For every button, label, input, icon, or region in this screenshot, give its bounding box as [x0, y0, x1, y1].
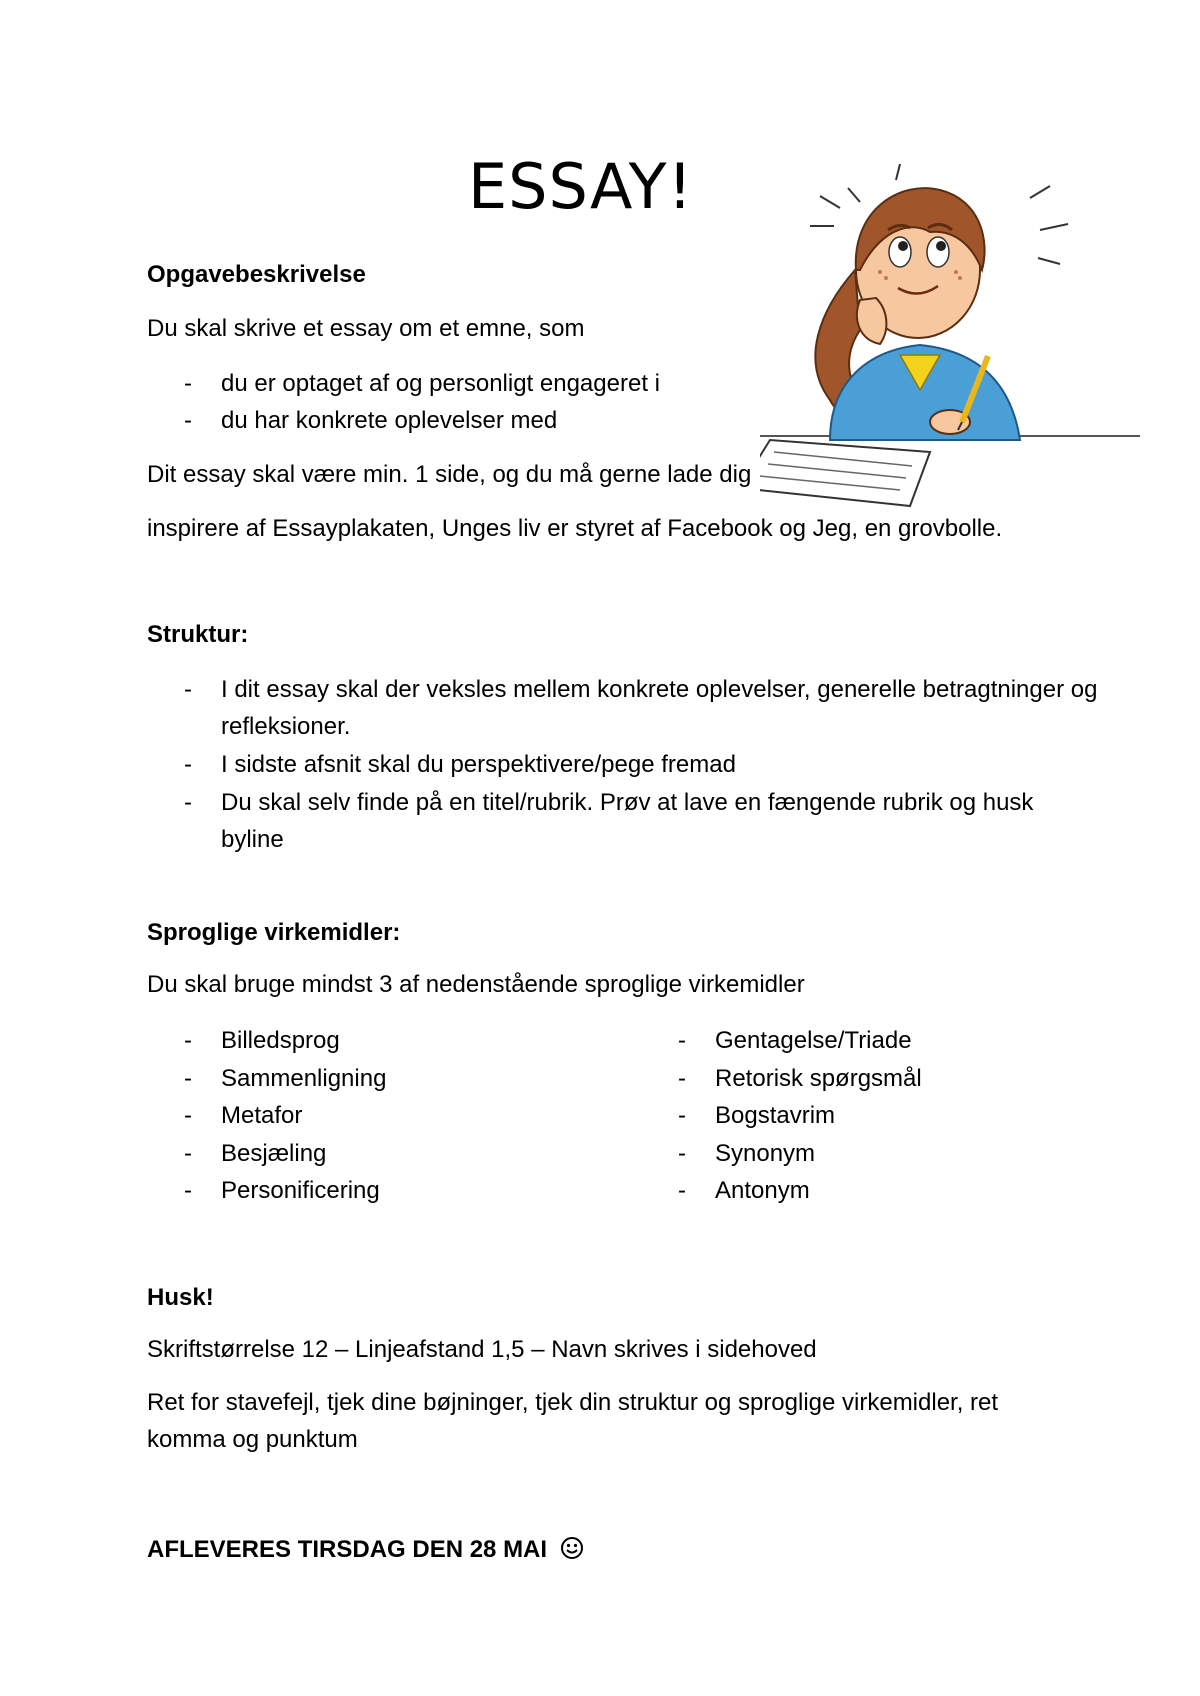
bullet-dash: -	[678, 1140, 686, 1167]
opgave-line-2: inspirere af Essayplakaten, Unges liv er styret af Facebook og Jeg, en grovbolle.	[147, 515, 1003, 542]
bullet-dash: -	[184, 1027, 192, 1054]
bullet-dash: -	[184, 1177, 192, 1204]
bullet-dash: -	[184, 1140, 192, 1167]
page-title: ESSAY!	[468, 150, 694, 223]
section-heading-husk: Husk!	[147, 1284, 214, 1311]
list-item: - I dit essay skal der veksles mellem konkrete oplevelser, generelle betragtninger og refleksioner.	[184, 671, 1104, 745]
section-heading-opgavebeskrivelse: Opgavebeskrivelse	[147, 261, 366, 288]
bullet-dash: -	[184, 676, 192, 703]
opgave-intro: Du skal skrive et essay om et emne, som	[147, 315, 585, 342]
husk-line-2: Ret for stavefejl, tjek dine bøjninger, tjek din struktur og sproglige virkemidler, ret komma og punktum	[147, 1389, 999, 1453]
bullet-dash: -	[184, 370, 192, 397]
bullet-dash: -	[678, 1177, 686, 1204]
bullet-dash: -	[184, 1065, 192, 1092]
sprog-intro: Du skal bruge mindst 3 af nedenstående sproglige virkemidler	[147, 971, 805, 998]
document-page: ESSAY! Opgavebeskrivelse Du skal skrive et essay om et emne, som - du er optaget af og personligt engageret i - du har konkrete oplevelser med Dit essay skal være min. 1 side, og du må gerne lade dig inspirere af Essayplakaten, Unges liv er styret af Facebook og Jeg, en grovbolle. Struktur: - I dit essay skal der veksles mellem konkrete oplevelser, generelle betragtninger og refleksioner. - I sidste afsnit skal du perspektivere/pege fremad - Du skal selv finde på en titel/rubrik. Prøv at lave en fængende rubrik og husk byline Sproglige virkemidler: Du skal bruge mindst 3 af nedenstående sproglige virkemidler - Billedsprog - Sammenligning - Metafor - Besjæling - Personificering - Gentagelse/Triade - Retorisk spørgsmål - Bogstavrim - Synonym - Antonym Husk! Skriftstørrelse 12 – Linjeafstand 1,5 – Navn skrives i sidehoved Ret for stavefejl, tjek dine bøjninger, tjek din struktur og sproglige virkemidler, ret komma og punktum AFLEVERES TIRSDAG DEN 28 MAI	[0, 0, 1200, 1696]
bullet-dash: -	[678, 1027, 686, 1054]
list-item: - Du skal selv finde på en titel/rubrik. Prøv at lave en fængende rubrik og husk byline	[184, 784, 1104, 858]
deadline-text: AFLEVERES TIRSDAG DEN 28 MAI	[147, 1536, 548, 1563]
bullet-dash: -	[184, 789, 192, 816]
deadline-line	[147, 1531, 584, 1568]
section-heading-sproglige-virkemidler: Sproglige virkemidler:	[147, 919, 401, 946]
smiley-icon	[560, 1536, 584, 1560]
husk-line-1: Skriftstørrelse 12 – Linjeafstand 1,5 – Navn skrives i sidehoved	[147, 1336, 817, 1363]
section-heading-struktur: Struktur:	[147, 621, 249, 648]
bullet-dash: -	[678, 1065, 686, 1092]
bullet-dash: -	[678, 1102, 686, 1129]
girl-thinking-illustration	[760, 160, 1140, 510]
bullet-dash: -	[184, 1102, 192, 1129]
opgave-line-1: Dit essay skal være min. 1 side, og du må gerne lade dig	[147, 461, 752, 488]
bullet-dash: -	[184, 407, 192, 434]
bullet-dash: -	[184, 751, 192, 778]
